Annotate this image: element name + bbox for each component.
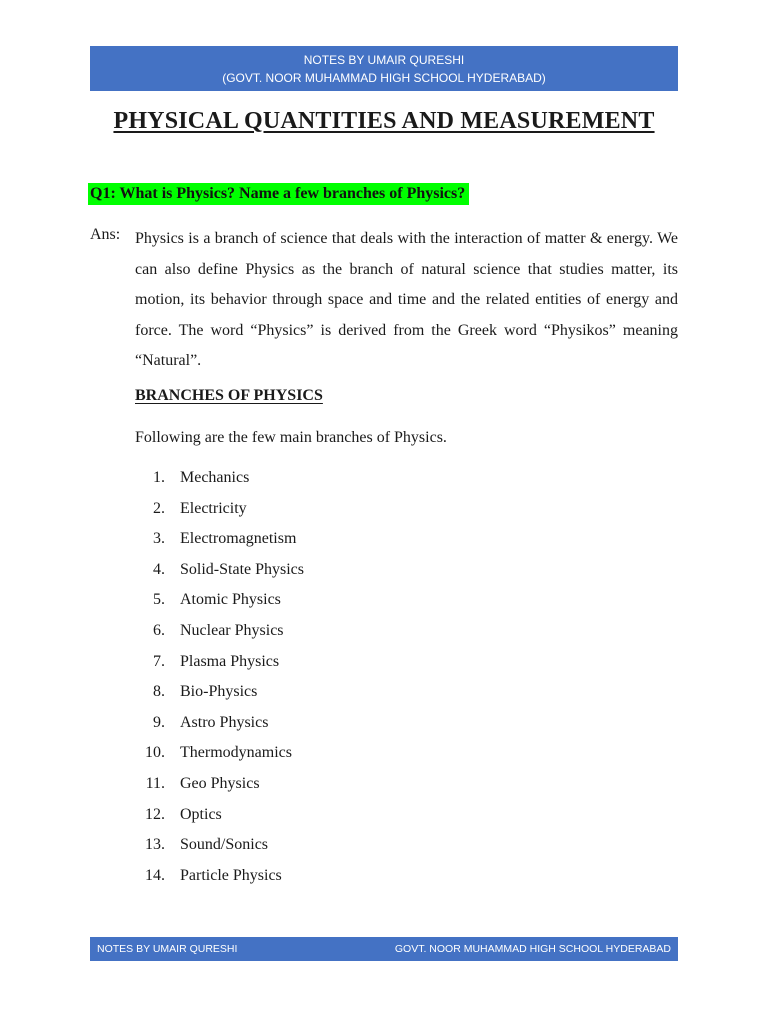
list-item-number: 3. [153, 530, 165, 548]
list-item [135, 468, 250, 499]
answer-paragraph: Physics is a branch of science that deals with the interaction of matter & energy. We can also define Physics as the branch of natural science that studies matter, its motion, its behavior through space and time and the related entities of energy and force. The word “Physics” is derived from the Greek word “Physikos” meaning “Natural”. [135, 230, 678, 370]
branches-list [135, 468, 305, 896]
list-item-number: 7. [153, 652, 165, 670]
list-item-label: Optics [180, 805, 222, 823]
list-item-number: 1. [153, 469, 165, 486]
list-item [135, 835, 269, 866]
list-item-label: Solid-State Physics [180, 560, 305, 578]
list-item [135, 529, 297, 560]
list-item-label: Particle Physics [180, 866, 282, 884]
list-item-label: Atomic Physics [180, 591, 281, 609]
list-item-number: 14. [145, 866, 165, 884]
list-item-label: Plasma Physics [180, 652, 280, 670]
list-item-label: Mechanics [180, 469, 250, 486]
list-item-number: 6. [153, 621, 165, 639]
list-item-number: 9. [153, 713, 165, 731]
list-item-label: Astro Physics [180, 713, 269, 731]
list-item-label: Sound/Sonics [180, 836, 269, 854]
list-item-label: Electricity [180, 499, 247, 517]
list-item-label: Thermodynamics [180, 744, 292, 762]
list-item-number: 11. [145, 774, 165, 792]
list-item [135, 621, 284, 652]
footer-author: NOTES BY UMAIR QURESHI [97, 943, 238, 955]
answer-label: Ans: [90, 226, 121, 243]
list-item-number: 4. [153, 560, 165, 578]
list-item [135, 774, 260, 805]
list-item-number: 10. [145, 744, 165, 762]
list-item [135, 499, 247, 530]
branches-intro: Following are the few main branches of Physics. [135, 429, 447, 446]
list-item [135, 590, 281, 621]
header-line-author: NOTES BY UMAIR QURESHI [303, 53, 465, 67]
list-item-label: Nuclear Physics [180, 621, 284, 639]
list-item-number: 8. [153, 683, 165, 701]
list-item-label: Geo Physics [180, 774, 260, 792]
list-item [135, 805, 222, 836]
list-item [135, 682, 258, 713]
list-item [135, 560, 305, 591]
list-item-number: 5. [153, 591, 165, 609]
header-banner [90, 46, 678, 91]
list-item [135, 713, 269, 744]
footer-banner [90, 937, 678, 961]
list-item-number: 12. [145, 805, 165, 823]
list-item [135, 743, 292, 774]
list-item-number: 2. [153, 499, 165, 517]
question-highlight: Q1: What is Physics? Name a few branches of Physics? [88, 183, 469, 205]
header-line-school: (GOVT. NOOR MUHAMMAD HIGH SCHOOL HYDERABAD) [222, 71, 546, 85]
list-item-number: 13. [145, 836, 165, 854]
footer-school: GOVT. NOOR MUHAMMAD HIGH SCHOOL HYDERABAD [394, 943, 671, 955]
branches-heading: BRANCHES OF PHYSICS [135, 387, 323, 404]
page-title: PHYSICAL QUANTITIES AND MEASUREMENT [113, 108, 655, 134]
list-item-label: Electromagnetism [180, 530, 297, 548]
list-item-label: Bio-Physics [180, 683, 258, 701]
list-item [135, 652, 280, 683]
list-item [135, 866, 282, 897]
